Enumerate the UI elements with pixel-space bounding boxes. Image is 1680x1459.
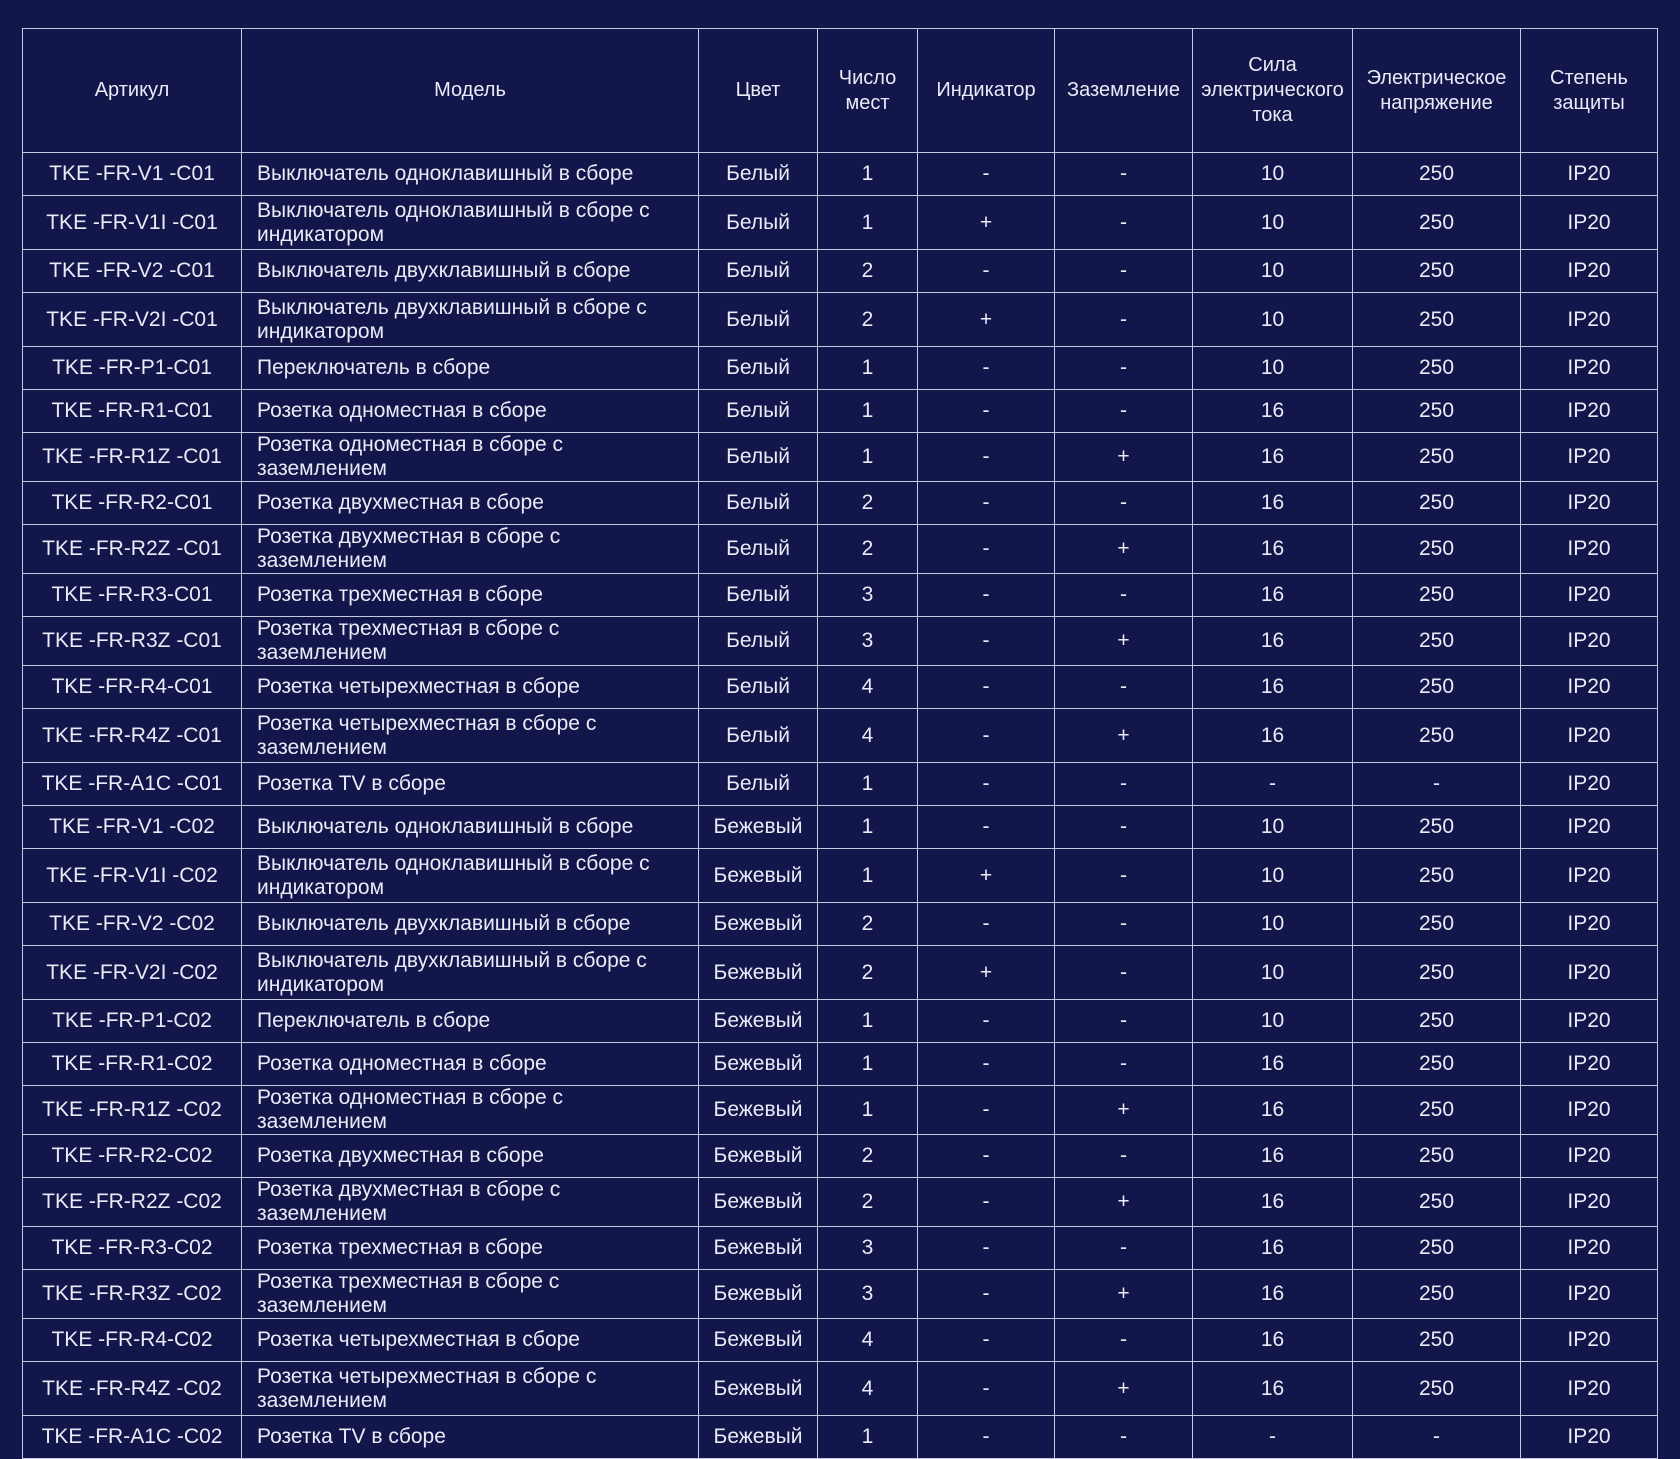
cell-current: 10 bbox=[1193, 153, 1353, 196]
table-row bbox=[23, 806, 1658, 849]
cell-color: Бежевый bbox=[699, 1362, 818, 1416]
cell-grounding: - bbox=[1055, 1000, 1193, 1043]
cell-model: Розетка четырехместная в сборе bbox=[242, 1319, 699, 1362]
cell-color: Белый bbox=[699, 574, 818, 617]
cell-color: Белый bbox=[699, 617, 818, 666]
header-model: Модель bbox=[242, 29, 699, 153]
cell-places: 4 bbox=[818, 1319, 918, 1362]
cell-current: 16 bbox=[1193, 1362, 1353, 1416]
cell-article: TKE -FR-R1Z -C01 bbox=[23, 433, 242, 482]
cell-indicator: - bbox=[918, 903, 1055, 946]
cell-places: 3 bbox=[818, 574, 918, 617]
cell-voltage: 250 bbox=[1353, 250, 1521, 293]
table-row bbox=[23, 1362, 1658, 1416]
cell-indicator: - bbox=[918, 153, 1055, 196]
cell-protection: IP20 bbox=[1521, 347, 1658, 390]
header-indicator: Индикатор bbox=[918, 29, 1055, 153]
cell-voltage: 250 bbox=[1353, 666, 1521, 709]
cell-grounding: + bbox=[1055, 1270, 1193, 1319]
cell-article: TKE -FR-V2I -C01 bbox=[23, 293, 242, 347]
cell-color: Бежевый bbox=[699, 903, 818, 946]
cell-indicator: + bbox=[918, 849, 1055, 903]
cell-grounding: - bbox=[1055, 250, 1193, 293]
cell-color: Белый bbox=[699, 196, 818, 250]
cell-voltage: 250 bbox=[1353, 482, 1521, 525]
cell-voltage: 250 bbox=[1353, 806, 1521, 849]
cell-current: 16 bbox=[1193, 1043, 1353, 1086]
header-row bbox=[23, 29, 1658, 153]
cell-current: 16 bbox=[1193, 1086, 1353, 1135]
cell-color: Белый bbox=[699, 666, 818, 709]
table-row bbox=[23, 709, 1658, 763]
cell-model: Выключатель двухклавишный в сборе с индикатором bbox=[242, 293, 699, 347]
cell-protection: IP20 bbox=[1521, 153, 1658, 196]
cell-model: Розетка двухместная в сборе bbox=[242, 1135, 699, 1178]
table-row bbox=[23, 1270, 1658, 1319]
cell-places: 2 bbox=[818, 293, 918, 347]
table-row bbox=[23, 1135, 1658, 1178]
cell-indicator: - bbox=[918, 250, 1055, 293]
cell-grounding: - bbox=[1055, 1319, 1193, 1362]
table-row bbox=[23, 1043, 1658, 1086]
cell-voltage: 250 bbox=[1353, 1319, 1521, 1362]
cell-indicator: - bbox=[918, 1362, 1055, 1416]
table-row bbox=[23, 1086, 1658, 1135]
cell-model: Выключатель одноклавишный в сборе bbox=[242, 153, 699, 196]
cell-current: 16 bbox=[1193, 1135, 1353, 1178]
cell-grounding: - bbox=[1055, 1135, 1193, 1178]
cell-places: 2 bbox=[818, 482, 918, 525]
cell-protection: IP20 bbox=[1521, 250, 1658, 293]
cell-indicator: - bbox=[918, 390, 1055, 433]
cell-voltage: 250 bbox=[1353, 293, 1521, 347]
cell-current: 16 bbox=[1193, 1227, 1353, 1270]
cell-indicator: - bbox=[918, 574, 1055, 617]
cell-article: TKE -FR-R3Z -C02 bbox=[23, 1270, 242, 1319]
cell-color: Бежевый bbox=[699, 1000, 818, 1043]
cell-color: Бежевый bbox=[699, 1416, 818, 1459]
cell-indicator: - bbox=[918, 763, 1055, 806]
cell-indicator: - bbox=[918, 433, 1055, 482]
cell-voltage: 250 bbox=[1353, 946, 1521, 1000]
cell-article: TKE -FR-V2 -C01 bbox=[23, 250, 242, 293]
cell-protection: IP20 bbox=[1521, 574, 1658, 617]
cell-voltage: 250 bbox=[1353, 1135, 1521, 1178]
table-row bbox=[23, 433, 1658, 482]
cell-protection: IP20 bbox=[1521, 903, 1658, 946]
cell-grounding: - bbox=[1055, 903, 1193, 946]
cell-model: Розетка двухместная в сборе с заземлением bbox=[242, 525, 699, 574]
cell-voltage: 250 bbox=[1353, 1043, 1521, 1086]
cell-grounding: - bbox=[1055, 946, 1193, 1000]
cell-color: Белый bbox=[699, 250, 818, 293]
table-row bbox=[23, 153, 1658, 196]
cell-article: TKE -FR-R4Z -C01 bbox=[23, 709, 242, 763]
table-row bbox=[23, 1416, 1658, 1459]
cell-current: 10 bbox=[1193, 293, 1353, 347]
cell-voltage: 250 bbox=[1353, 347, 1521, 390]
cell-protection: IP20 bbox=[1521, 1178, 1658, 1227]
cell-protection: IP20 bbox=[1521, 525, 1658, 574]
cell-grounding: - bbox=[1055, 763, 1193, 806]
cell-protection: IP20 bbox=[1521, 433, 1658, 482]
cell-model: Розетка одноместная в сборе bbox=[242, 390, 699, 433]
cell-model: Розетка TV в сборе bbox=[242, 763, 699, 806]
cell-article: TKE -FR-A1C -C01 bbox=[23, 763, 242, 806]
cell-color: Бежевый bbox=[699, 1270, 818, 1319]
cell-voltage: 250 bbox=[1353, 525, 1521, 574]
cell-model: Розетка одноместная в сборе bbox=[242, 1043, 699, 1086]
table-row bbox=[23, 1178, 1658, 1227]
cell-current: 16 bbox=[1193, 1319, 1353, 1362]
cell-model: Розетка трехместная в сборе с заземлением bbox=[242, 617, 699, 666]
cell-model: Розетка двухместная в сборе bbox=[242, 482, 699, 525]
cell-protection: IP20 bbox=[1521, 196, 1658, 250]
table-row bbox=[23, 250, 1658, 293]
cell-places: 2 bbox=[818, 1178, 918, 1227]
cell-places: 3 bbox=[818, 1227, 918, 1270]
table-row bbox=[23, 1000, 1658, 1043]
cell-indicator: - bbox=[918, 1000, 1055, 1043]
cell-indicator: - bbox=[918, 1043, 1055, 1086]
cell-color: Белый bbox=[699, 525, 818, 574]
cell-protection: IP20 bbox=[1521, 806, 1658, 849]
cell-model: Розетка одноместная в сборе с заземлением bbox=[242, 1086, 699, 1135]
table-row bbox=[23, 390, 1658, 433]
cell-article: TKE -FR-R1Z -C02 bbox=[23, 1086, 242, 1135]
cell-places: 2 bbox=[818, 1135, 918, 1178]
cell-protection: IP20 bbox=[1521, 482, 1658, 525]
cell-protection: IP20 bbox=[1521, 946, 1658, 1000]
cell-current: 10 bbox=[1193, 347, 1353, 390]
cell-grounding: + bbox=[1055, 1362, 1193, 1416]
cell-article: TKE -FR-R3-C02 bbox=[23, 1227, 242, 1270]
header-grounding: Заземление bbox=[1055, 29, 1193, 153]
cell-indicator: - bbox=[918, 1416, 1055, 1459]
cell-voltage: 250 bbox=[1353, 709, 1521, 763]
cell-places: 1 bbox=[818, 347, 918, 390]
cell-indicator: - bbox=[918, 666, 1055, 709]
cell-color: Бежевый bbox=[699, 1043, 818, 1086]
table-row bbox=[23, 946, 1658, 1000]
cell-grounding: - bbox=[1055, 1043, 1193, 1086]
header-places: Число мест bbox=[818, 29, 918, 153]
cell-current: 16 bbox=[1193, 433, 1353, 482]
cell-protection: IP20 bbox=[1521, 1227, 1658, 1270]
cell-places: 1 bbox=[818, 390, 918, 433]
cell-article: TKE -FR-R2-C02 bbox=[23, 1135, 242, 1178]
cell-article: TKE -FR-R2Z -C02 bbox=[23, 1178, 242, 1227]
table-row bbox=[23, 482, 1658, 525]
cell-voltage: 250 bbox=[1353, 1178, 1521, 1227]
table-row bbox=[23, 293, 1658, 347]
cell-voltage: 250 bbox=[1353, 390, 1521, 433]
cell-grounding: - bbox=[1055, 849, 1193, 903]
cell-grounding: + bbox=[1055, 525, 1193, 574]
cell-places: 1 bbox=[818, 763, 918, 806]
cell-color: Белый bbox=[699, 153, 818, 196]
cell-color: Белый bbox=[699, 293, 818, 347]
cell-grounding: - bbox=[1055, 196, 1193, 250]
cell-current: 10 bbox=[1193, 903, 1353, 946]
cell-current: 10 bbox=[1193, 946, 1353, 1000]
cell-indicator: + bbox=[918, 293, 1055, 347]
cell-model: Переключатель в сборе bbox=[242, 1000, 699, 1043]
cell-article: TKE -FR-R4-C02 bbox=[23, 1319, 242, 1362]
cell-article: TKE -FR-P1-C02 bbox=[23, 1000, 242, 1043]
cell-model: Розетка трехместная в сборе bbox=[242, 574, 699, 617]
cell-color: Белый bbox=[699, 347, 818, 390]
cell-indicator: - bbox=[918, 1270, 1055, 1319]
cell-grounding: + bbox=[1055, 1086, 1193, 1135]
cell-article: TKE -FR-R2Z -C01 bbox=[23, 525, 242, 574]
cell-protection: IP20 bbox=[1521, 666, 1658, 709]
cell-places: 3 bbox=[818, 1270, 918, 1319]
cell-grounding: - bbox=[1055, 293, 1193, 347]
cell-color: Белый bbox=[699, 763, 818, 806]
cell-indicator: + bbox=[918, 196, 1055, 250]
cell-article: TKE -FR-R2-C01 bbox=[23, 482, 242, 525]
cell-current: 16 bbox=[1193, 1270, 1353, 1319]
cell-color: Белый bbox=[699, 709, 818, 763]
cell-indicator: - bbox=[918, 525, 1055, 574]
cell-places: 4 bbox=[818, 709, 918, 763]
table-row bbox=[23, 347, 1658, 390]
cell-model: Выключатель двухклавишный в сборе с индикатором bbox=[242, 946, 699, 1000]
cell-places: 2 bbox=[818, 525, 918, 574]
cell-model: Розетка TV в сборе bbox=[242, 1416, 699, 1459]
cell-grounding: - bbox=[1055, 1227, 1193, 1270]
cell-voltage: - bbox=[1353, 763, 1521, 806]
cell-voltage: 250 bbox=[1353, 617, 1521, 666]
cell-model: Переключатель в сборе bbox=[242, 347, 699, 390]
cell-grounding: - bbox=[1055, 482, 1193, 525]
table-row bbox=[23, 849, 1658, 903]
cell-article: TKE -FR-V2I -C02 bbox=[23, 946, 242, 1000]
cell-grounding: - bbox=[1055, 347, 1193, 390]
cell-protection: IP20 bbox=[1521, 1416, 1658, 1459]
cell-article: TKE -FR-V2 -C02 bbox=[23, 903, 242, 946]
cell-grounding: + bbox=[1055, 709, 1193, 763]
cell-article: TKE -FR-V1 -C02 bbox=[23, 806, 242, 849]
cell-indicator: - bbox=[918, 482, 1055, 525]
cell-protection: IP20 bbox=[1521, 1135, 1658, 1178]
cell-indicator: - bbox=[918, 1178, 1055, 1227]
cell-places: 1 bbox=[818, 1416, 918, 1459]
cell-model: Розетка четырехместная в сборе bbox=[242, 666, 699, 709]
cell-article: TKE -FR-R1-C02 bbox=[23, 1043, 242, 1086]
table-row bbox=[23, 903, 1658, 946]
cell-voltage: 250 bbox=[1353, 1270, 1521, 1319]
cell-grounding: - bbox=[1055, 390, 1193, 433]
cell-color: Белый bbox=[699, 390, 818, 433]
cell-current: 10 bbox=[1193, 849, 1353, 903]
cell-model: Розетка четырехместная в сборе с заземлением bbox=[242, 1362, 699, 1416]
cell-voltage: 250 bbox=[1353, 849, 1521, 903]
cell-protection: IP20 bbox=[1521, 1362, 1658, 1416]
header-protection: Степень защиты bbox=[1521, 29, 1658, 153]
cell-places: 1 bbox=[818, 1086, 918, 1135]
cell-article: TKE -FR-V1I -C02 bbox=[23, 849, 242, 903]
cell-color: Бежевый bbox=[699, 1227, 818, 1270]
table-row bbox=[23, 525, 1658, 574]
cell-current: 16 bbox=[1193, 482, 1353, 525]
cell-places: 1 bbox=[818, 433, 918, 482]
cell-voltage: 250 bbox=[1353, 196, 1521, 250]
cell-indicator: - bbox=[918, 1135, 1055, 1178]
cell-model: Розетка двухместная в сборе с заземлением bbox=[242, 1178, 699, 1227]
cell-article: TKE -FR-R4Z -C02 bbox=[23, 1362, 242, 1416]
cell-color: Бежевый bbox=[699, 1135, 818, 1178]
cell-model: Розетка четырехместная в сборе с заземлением bbox=[242, 709, 699, 763]
cell-indicator: - bbox=[918, 1227, 1055, 1270]
cell-places: 1 bbox=[818, 806, 918, 849]
cell-voltage: 250 bbox=[1353, 1227, 1521, 1270]
cell-voltage: 250 bbox=[1353, 1000, 1521, 1043]
cell-voltage: 250 bbox=[1353, 433, 1521, 482]
cell-current: 16 bbox=[1193, 1178, 1353, 1227]
cell-article: TKE -FR-R3Z -C01 bbox=[23, 617, 242, 666]
cell-indicator: + bbox=[918, 946, 1055, 1000]
cell-current: 16 bbox=[1193, 525, 1353, 574]
cell-places: 1 bbox=[818, 153, 918, 196]
table-row bbox=[23, 574, 1658, 617]
cell-indicator: - bbox=[918, 1319, 1055, 1362]
cell-current: 10 bbox=[1193, 196, 1353, 250]
cell-protection: IP20 bbox=[1521, 617, 1658, 666]
cell-color: Бежевый bbox=[699, 849, 818, 903]
cell-voltage: - bbox=[1353, 1416, 1521, 1459]
header-voltage: Электрическое напряжение bbox=[1353, 29, 1521, 153]
cell-color: Бежевый bbox=[699, 1178, 818, 1227]
cell-indicator: - bbox=[918, 1086, 1055, 1135]
cell-current: 16 bbox=[1193, 574, 1353, 617]
cell-color: Белый bbox=[699, 482, 818, 525]
cell-current: - bbox=[1193, 1416, 1353, 1459]
header-article: Артикул bbox=[23, 29, 242, 153]
cell-grounding: + bbox=[1055, 617, 1193, 666]
cell-places: 3 bbox=[818, 617, 918, 666]
cell-voltage: 250 bbox=[1353, 1086, 1521, 1135]
cell-protection: IP20 bbox=[1521, 1270, 1658, 1319]
table-body bbox=[23, 153, 1658, 1459]
cell-indicator: - bbox=[918, 806, 1055, 849]
cell-places: 1 bbox=[818, 849, 918, 903]
cell-grounding: + bbox=[1055, 433, 1193, 482]
cell-color: Белый bbox=[699, 433, 818, 482]
spec-table bbox=[22, 28, 1658, 1459]
cell-voltage: 250 bbox=[1353, 903, 1521, 946]
cell-article: TKE -FR-V1 -C01 bbox=[23, 153, 242, 196]
cell-protection: IP20 bbox=[1521, 849, 1658, 903]
cell-model: Розетка трехместная в сборе bbox=[242, 1227, 699, 1270]
cell-protection: IP20 bbox=[1521, 1043, 1658, 1086]
cell-places: 1 bbox=[818, 1000, 918, 1043]
cell-model: Выключатель одноклавишный в сборе с индикатором bbox=[242, 196, 699, 250]
cell-protection: IP20 bbox=[1521, 1000, 1658, 1043]
cell-article: TKE -FR-R1-C01 bbox=[23, 390, 242, 433]
table-row bbox=[23, 196, 1658, 250]
cell-article: TKE -FR-A1C -C02 bbox=[23, 1416, 242, 1459]
table-row bbox=[23, 763, 1658, 806]
cell-protection: IP20 bbox=[1521, 1319, 1658, 1362]
table-row bbox=[23, 1227, 1658, 1270]
cell-current: 16 bbox=[1193, 390, 1353, 433]
cell-places: 4 bbox=[818, 666, 918, 709]
cell-protection: IP20 bbox=[1521, 709, 1658, 763]
cell-places: 1 bbox=[818, 1043, 918, 1086]
cell-grounding: - bbox=[1055, 666, 1193, 709]
cell-article: TKE -FR-P1-C01 bbox=[23, 347, 242, 390]
cell-protection: IP20 bbox=[1521, 763, 1658, 806]
cell-current: 10 bbox=[1193, 806, 1353, 849]
cell-model: Выключатель двухклавишный в сборе bbox=[242, 903, 699, 946]
cell-color: Бежевый bbox=[699, 806, 818, 849]
cell-places: 2 bbox=[818, 946, 918, 1000]
cell-grounding: + bbox=[1055, 1178, 1193, 1227]
cell-current: - bbox=[1193, 763, 1353, 806]
cell-places: 2 bbox=[818, 250, 918, 293]
cell-places: 2 bbox=[818, 903, 918, 946]
cell-model: Выключатель двухклавишный в сборе bbox=[242, 250, 699, 293]
header-current: Сила электрического тока bbox=[1193, 29, 1353, 153]
cell-current: 10 bbox=[1193, 250, 1353, 293]
cell-current: 10 bbox=[1193, 1000, 1353, 1043]
cell-indicator: - bbox=[918, 709, 1055, 763]
cell-color: Бежевый bbox=[699, 1319, 818, 1362]
cell-model: Розетка трехместная в сборе с заземлением bbox=[242, 1270, 699, 1319]
cell-color: Бежевый bbox=[699, 1086, 818, 1135]
cell-grounding: - bbox=[1055, 574, 1193, 617]
cell-color: Бежевый bbox=[699, 946, 818, 1000]
cell-protection: IP20 bbox=[1521, 390, 1658, 433]
cell-voltage: 250 bbox=[1353, 1362, 1521, 1416]
header-color: Цвет bbox=[699, 29, 818, 153]
cell-model: Розетка одноместная в сборе с заземлением bbox=[242, 433, 699, 482]
cell-places: 4 bbox=[818, 1362, 918, 1416]
cell-article: TKE -FR-R3-C01 bbox=[23, 574, 242, 617]
cell-protection: IP20 bbox=[1521, 293, 1658, 347]
table-row bbox=[23, 1319, 1658, 1362]
cell-voltage: 250 bbox=[1353, 153, 1521, 196]
cell-indicator: - bbox=[918, 617, 1055, 666]
cell-voltage: 250 bbox=[1353, 574, 1521, 617]
cell-current: 16 bbox=[1193, 709, 1353, 763]
table-header bbox=[23, 29, 1658, 153]
cell-protection: IP20 bbox=[1521, 1086, 1658, 1135]
table-row bbox=[23, 617, 1658, 666]
table-row bbox=[23, 666, 1658, 709]
cell-current: 16 bbox=[1193, 617, 1353, 666]
cell-model: Выключатель одноклавишный в сборе bbox=[242, 806, 699, 849]
cell-article: TKE -FR-V1I -C01 bbox=[23, 196, 242, 250]
cell-grounding: - bbox=[1055, 806, 1193, 849]
cell-grounding: - bbox=[1055, 153, 1193, 196]
cell-grounding: - bbox=[1055, 1416, 1193, 1459]
cell-model: Выключатель одноклавишный в сборе с индикатором bbox=[242, 849, 699, 903]
cell-indicator: - bbox=[918, 347, 1055, 390]
cell-article: TKE -FR-R4-C01 bbox=[23, 666, 242, 709]
cell-places: 1 bbox=[818, 196, 918, 250]
cell-current: 16 bbox=[1193, 666, 1353, 709]
